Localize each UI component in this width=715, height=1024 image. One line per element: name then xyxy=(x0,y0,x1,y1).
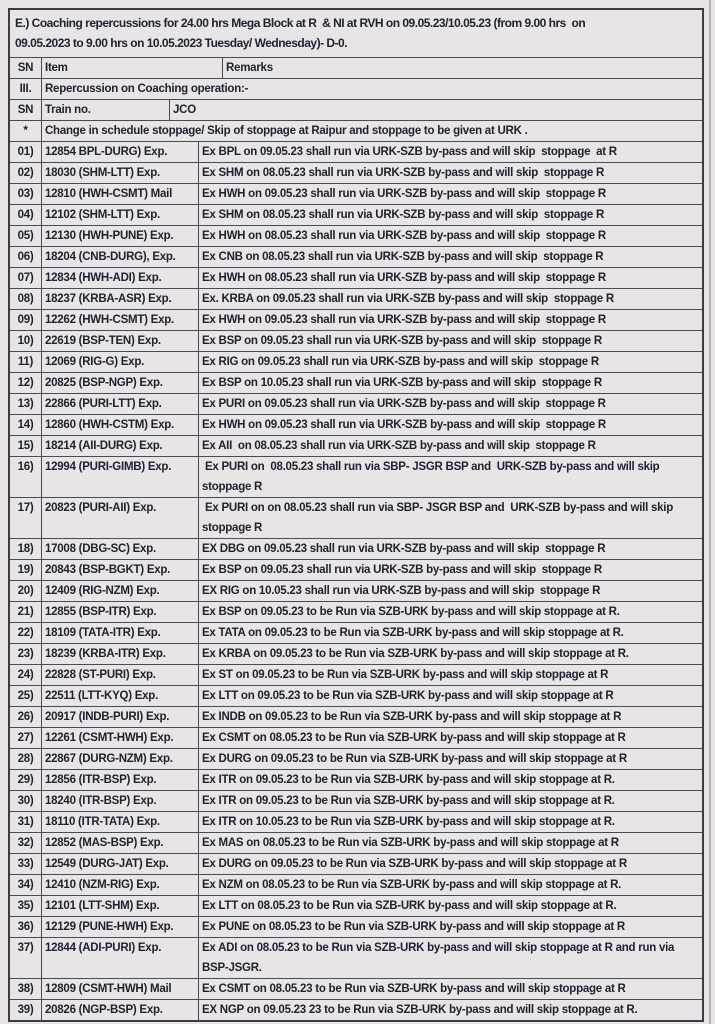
train-sn: 37) xyxy=(10,938,42,978)
train-remarks: Ex INDB on 09.05.23 to be Run via SZB-URK by-pass and will skip stoppage at R xyxy=(202,711,622,723)
train-remarks: Ex HWH on 09.05.23 shall run via URK-SZB by-pass and will skip stoppage R xyxy=(202,314,606,326)
table-row xyxy=(10,226,702,247)
train-item: 12130 (HWH-PUNE) Exp. xyxy=(42,226,199,246)
train-item: 22619 (BSP-TEN) Exp. xyxy=(42,331,199,351)
column-header-sn: SN xyxy=(10,58,42,78)
train-item: 18237 (KRBA-ASR) Exp. xyxy=(42,289,199,309)
train-item: 12834 (HWH-ADI) Exp. xyxy=(42,268,199,288)
table-row xyxy=(10,707,702,728)
train-sn: 04) xyxy=(10,205,42,225)
train-sn: 25) xyxy=(10,686,42,706)
train-item: 12994 (PURI-GIMB) Exp. xyxy=(42,457,199,497)
train-sn: 10) xyxy=(10,331,42,351)
train-remarks: EX RIG on 10.05.23 shall run via URK-SZB by-pass and will skip stoppage R xyxy=(202,585,601,597)
train-remarks: Ex PURI on on 08.05.23 shall run via SBP- JSGR BSP and URK-SZB by-pass and will skip stoppage R xyxy=(202,502,679,534)
train-item: 18240 (ITR-BSP) Exp. xyxy=(42,791,199,811)
table-row xyxy=(10,979,702,1000)
note-marker: * xyxy=(10,121,42,141)
train-sn: 03) xyxy=(10,184,42,204)
table-row xyxy=(10,436,702,457)
table-row xyxy=(10,875,702,896)
table-row xyxy=(10,142,702,163)
subheader-jco: JCO xyxy=(173,104,196,116)
table-row xyxy=(10,896,702,917)
train-sn: 06) xyxy=(10,247,42,267)
table-row xyxy=(10,728,702,749)
train-remarks: Ex SHM on 08.05.23 shall run via URK-SZB by-pass and will skip stoppage R xyxy=(202,209,604,221)
train-item: 12855 (BSP-ITR) Exp. xyxy=(42,602,199,622)
train-item: 18204 (CNB-DURG), Exp. xyxy=(42,247,199,267)
subheader-train-no: Train no. xyxy=(42,100,170,120)
train-item: 18214 (AII-DURG) Exp. xyxy=(42,436,199,456)
train-remarks: Ex PURI on 09.05.23 shall run via URK-SZB by-pass and will skip stoppage R xyxy=(202,398,606,410)
table-row xyxy=(10,310,702,331)
table-row xyxy=(10,205,702,226)
train-sn: 08) xyxy=(10,289,42,309)
train-item: 18109 (TATA-ITR) Exp. xyxy=(42,623,199,643)
table-row xyxy=(10,812,702,833)
table-row xyxy=(10,854,702,875)
train-remarks: Ex TATA on 09.05.23 to be Run via SZB-URK by-pass and will skip stoppage at R. xyxy=(202,627,624,639)
train-sn: 12) xyxy=(10,373,42,393)
train-item: 12549 (DURG-JAT) Exp. xyxy=(42,854,199,874)
train-remarks: Ex CSMT on 08.05.23 to be Run via SZB-URK by-pass and will skip stoppage at R xyxy=(202,732,626,744)
train-sn: 20) xyxy=(10,581,42,601)
train-remarks: Ex PURI on 08.05.23 shall run via SBP- JSGR BSP and URK-SZB by-pass and will skip stoppage R xyxy=(202,461,666,493)
train-remarks: Ex DURG on 09.05.23 to be Run via SZB-URK by-pass and will skip stoppage at R xyxy=(202,753,627,765)
train-sn: 29) xyxy=(10,770,42,790)
table-header-row xyxy=(10,58,702,79)
train-sn: 24) xyxy=(10,665,42,685)
section-number: III. xyxy=(10,79,42,99)
train-sn: 30) xyxy=(10,791,42,811)
train-item: 12856 (ITR-BSP) Exp. xyxy=(42,770,199,790)
train-item: 12409 (RIG-NZM) Exp. xyxy=(42,581,199,601)
train-sn: 16) xyxy=(10,457,42,497)
train-remarks: Ex RIG on 09.05.23 shall run via URK-SZB by-pass and will skip stoppage R xyxy=(202,356,599,368)
train-remarks: EX NGP on 09.05.23 23 to be Run via SZB-URK by-pass and will skip stoppage at R. xyxy=(202,1004,638,1016)
train-item: 18239 (KRBA-ITR) Exp. xyxy=(42,644,199,664)
train-sn: 19) xyxy=(10,560,42,580)
train-sn: 33) xyxy=(10,854,42,874)
table-row xyxy=(10,498,702,539)
subheader-row-train-jco xyxy=(10,100,702,121)
table-row xyxy=(10,791,702,812)
note-label: Change in schedule stoppage/ Skip of stoppage at Raipur and stoppage to be given at URK . xyxy=(45,125,528,137)
coaching-repercussions-table xyxy=(8,8,704,1022)
column-header-remarks: Remarks xyxy=(226,62,273,74)
train-item: 12261 (CSMT-HWH) Exp. xyxy=(42,728,199,748)
table-row xyxy=(10,1000,702,1020)
train-item: 12860 (HWH-CSTM) Exp. xyxy=(42,415,199,435)
document-title-line-1: E.) Coaching repercussions for 24.00 hrs Mega Block at R & NI at RVH on 09.05.23/10.05.23 (from 9.00 hrs on xyxy=(15,16,586,30)
table-row xyxy=(10,184,702,205)
table-row xyxy=(10,560,702,581)
train-sn: 39) xyxy=(10,1000,42,1020)
page-edge-line xyxy=(709,0,711,1024)
table-row xyxy=(10,623,702,644)
column-header-item: Item xyxy=(42,58,223,78)
train-remarks: Ex ITR on 10.05.23 to be Run via SZB-URK by-pass and will skip stoppage at R. xyxy=(202,816,615,828)
train-remarks: Ex SHM on 08.05.23 shall run via URK-SZB by-pass and will skip stoppage R xyxy=(202,167,604,179)
train-item: 22511 (LTT-KYQ) Exp. xyxy=(42,686,199,706)
train-item: 18030 (SHM-LTT) Exp. xyxy=(42,163,199,183)
table-row xyxy=(10,833,702,854)
note-row-stoppage-change xyxy=(10,121,702,142)
train-remarks: Ex. KRBA on 09.05.23 shall run via URK-SZB by-pass and will skip stoppage R xyxy=(202,293,614,305)
table-row xyxy=(10,247,702,268)
table-row xyxy=(10,602,702,623)
train-item: 22866 (PURI-LTT) Exp. xyxy=(42,394,199,414)
train-remarks: EX DBG on 09.05.23 shall run via URK-SZB by-pass and will skip stoppage R xyxy=(202,543,606,555)
train-item: 12410 (NZM-RIG) Exp. xyxy=(42,875,199,895)
train-sn: 38) xyxy=(10,979,42,999)
table-row xyxy=(10,394,702,415)
table-row xyxy=(10,268,702,289)
train-remarks: Ex HWH on 09.05.23 shall run via URK-SZB by-pass and will skip stoppage R xyxy=(202,419,606,431)
train-item: 12854 BPL-DURG) Exp. xyxy=(42,142,199,162)
train-item: 12262 (HWH-CSMT) Exp. xyxy=(42,310,199,330)
train-remarks: Ex LTT on 09.05.23 to be Run via SZB-URK by-pass and will skip stoppage at R xyxy=(202,690,614,702)
train-item: 20843 (BSP-BGKT) Exp. xyxy=(42,560,199,580)
train-sn: 15) xyxy=(10,436,42,456)
train-item: 12129 (PUNE-HWH) Exp. xyxy=(42,917,199,937)
train-sn: 01) xyxy=(10,142,42,162)
train-remarks: Ex BSP on 09.05.23 to be Run via SZB-URK by-pass and will skip stoppage at R. xyxy=(202,606,620,618)
train-item: 12852 (MAS-BSP) Exp. xyxy=(42,833,199,853)
subheader-sn: SN xyxy=(10,100,42,120)
train-sn: 02) xyxy=(10,163,42,183)
train-sn: 17) xyxy=(10,498,42,538)
train-remarks: Ex CNB on 08.05.23 shall run via URK-SZB by-pass and will skip stoppage R xyxy=(202,251,604,263)
train-sn: 26) xyxy=(10,707,42,727)
train-remarks: Ex HWH on 08.05.23 shall run via URK-SZB by-pass and will skip stoppage R xyxy=(202,230,606,242)
train-sn: 07) xyxy=(10,268,42,288)
table-row xyxy=(10,331,702,352)
table-row xyxy=(10,373,702,394)
train-remarks: Ex BSP on 09.05.23 shall run via URK-SZB by-pass and will skip stoppage R xyxy=(202,564,602,576)
train-remarks: Ex BSP on 10.05.23 shall run via URK-SZB by-pass and will skip stoppage R xyxy=(202,377,602,389)
table-row xyxy=(10,163,702,184)
train-remarks: Ex PUNE on 08.05.23 to be Run via SZB-URK by-pass and will skip stoppage at R xyxy=(202,921,625,933)
train-remarks: Ex CSMT on 08.05.23 to be Run via SZB-URK by-pass and will skip stoppage at R xyxy=(202,983,626,995)
section-label: Repercussion on Coaching operation:- xyxy=(45,83,249,95)
train-remarks: Ex NZM on 08.05.23 to be Run via SZB-URK by-pass and will skip stoppage at R. xyxy=(202,879,622,891)
train-item: 12809 (CSMT-HWH) Mail xyxy=(42,979,199,999)
train-remarks: Ex BPL on 09.05.23 shall run via URK-SZB by-pass and will skip stoppage at R xyxy=(202,146,617,158)
train-sn: 35) xyxy=(10,896,42,916)
train-sn: 21) xyxy=(10,602,42,622)
train-item: 20825 (BSP-NGP) Exp. xyxy=(42,373,199,393)
train-remarks: Ex BSP on 09.05.23 shall run via URK-SZB by-pass and will skip stoppage R xyxy=(202,335,602,347)
train-item: 18110 (ITR-TATA) Exp. xyxy=(42,812,199,832)
table-row xyxy=(10,917,702,938)
section-row-coaching-operation xyxy=(10,79,702,100)
train-sn: 09) xyxy=(10,310,42,330)
train-sn: 36) xyxy=(10,917,42,937)
table-row xyxy=(10,581,702,602)
train-sn: 22) xyxy=(10,623,42,643)
train-sn: 34) xyxy=(10,875,42,895)
train-item: 17008 (DBG-SC) Exp. xyxy=(42,539,199,559)
train-sn: 18) xyxy=(10,539,42,559)
train-remarks: Ex ITR on 09.05.23 to be Run via SZB-URK by-pass and will skip stoppage at R. xyxy=(202,795,615,807)
train-sn: 28) xyxy=(10,749,42,769)
table-row xyxy=(10,749,702,770)
table-row xyxy=(10,686,702,707)
table-row xyxy=(10,938,702,979)
train-item: 12101 (LTT-SHM) Exp. xyxy=(42,896,199,916)
train-remarks: Ex HWH on 08.05.23 shall run via URK-SZB by-pass and will skip stoppage R xyxy=(202,272,606,284)
train-remarks: Ex KRBA on 09.05.23 to be Run via SZB-URK by-pass and will skip stoppage at R. xyxy=(202,648,629,660)
train-remarks: Ex DURG on 09.05.23 to be Run via SZB-URK by-pass and will skip stoppage at R xyxy=(202,858,627,870)
train-sn: 05) xyxy=(10,226,42,246)
train-item: 22867 (DURG-NZM) Exp. xyxy=(42,749,199,769)
table-row xyxy=(10,352,702,373)
table-row xyxy=(10,289,702,310)
train-item: 12810 (HWH-CSMT) Mail xyxy=(42,184,199,204)
train-sn: 31) xyxy=(10,812,42,832)
table-row xyxy=(10,665,702,686)
table-row xyxy=(10,457,702,498)
train-remarks: Ex ST on 09.05.23 to be Run via SZB-URK by-pass and will skip stoppage at R xyxy=(202,669,609,681)
train-sn: 13) xyxy=(10,394,42,414)
train-item: 22828 (ST-PURI) Exp. xyxy=(42,665,199,685)
train-remarks: Ex MAS on 08.05.23 to be Run via SZB-URK by-pass and will skip stoppage at R xyxy=(202,837,619,849)
train-sn: 32) xyxy=(10,833,42,853)
train-sn: 27) xyxy=(10,728,42,748)
table-row xyxy=(10,539,702,560)
train-sn: 14) xyxy=(10,415,42,435)
train-rows xyxy=(10,142,702,1020)
train-item: 20826 (NGP-BSP) Exp. xyxy=(42,1000,199,1020)
train-item: 12844 (ADI-PURI) Exp. xyxy=(42,938,199,978)
document-title-line-2: 09.05.2023 to 9.00 hrs on 10.05.2023 Tuesday/ Wednesday)- D-0. xyxy=(15,35,348,50)
train-item: 12102 (SHM-LTT) Exp. xyxy=(42,205,199,225)
table-row xyxy=(10,644,702,665)
train-item: 20917 (INDB-PURI) Exp. xyxy=(42,707,199,727)
train-remarks: Ex ITR on 09.05.23 to be Run via SZB-URK by-pass and will skip stoppage at R. xyxy=(202,774,615,786)
document-title xyxy=(10,10,702,58)
train-item: 20823 (PURI-AII) Exp. xyxy=(42,498,199,538)
train-sn: 23) xyxy=(10,644,42,664)
train-remarks: Ex HWH on 09.05.23 shall run via URK-SZB by-pass and will skip stoppage R xyxy=(202,188,606,200)
train-remarks: Ex LTT on 08.05.23 to be Run via SZB-URK by-pass and will skip stoppage at R. xyxy=(202,900,617,912)
table-row xyxy=(10,415,702,436)
train-remarks: Ex ADI on 08.05.23 to be Run via SZB-URK by-pass and will skip stoppage at R and run via BSP-JSGR. xyxy=(202,942,678,974)
train-item: 12069 (RIG-G) Exp. xyxy=(42,352,199,372)
table-row xyxy=(10,770,702,791)
train-sn: 11) xyxy=(10,352,42,372)
train-remarks: Ex AII on 08.05.23 shall run via URK-SZB by-pass and will skip stoppage R xyxy=(202,440,596,452)
